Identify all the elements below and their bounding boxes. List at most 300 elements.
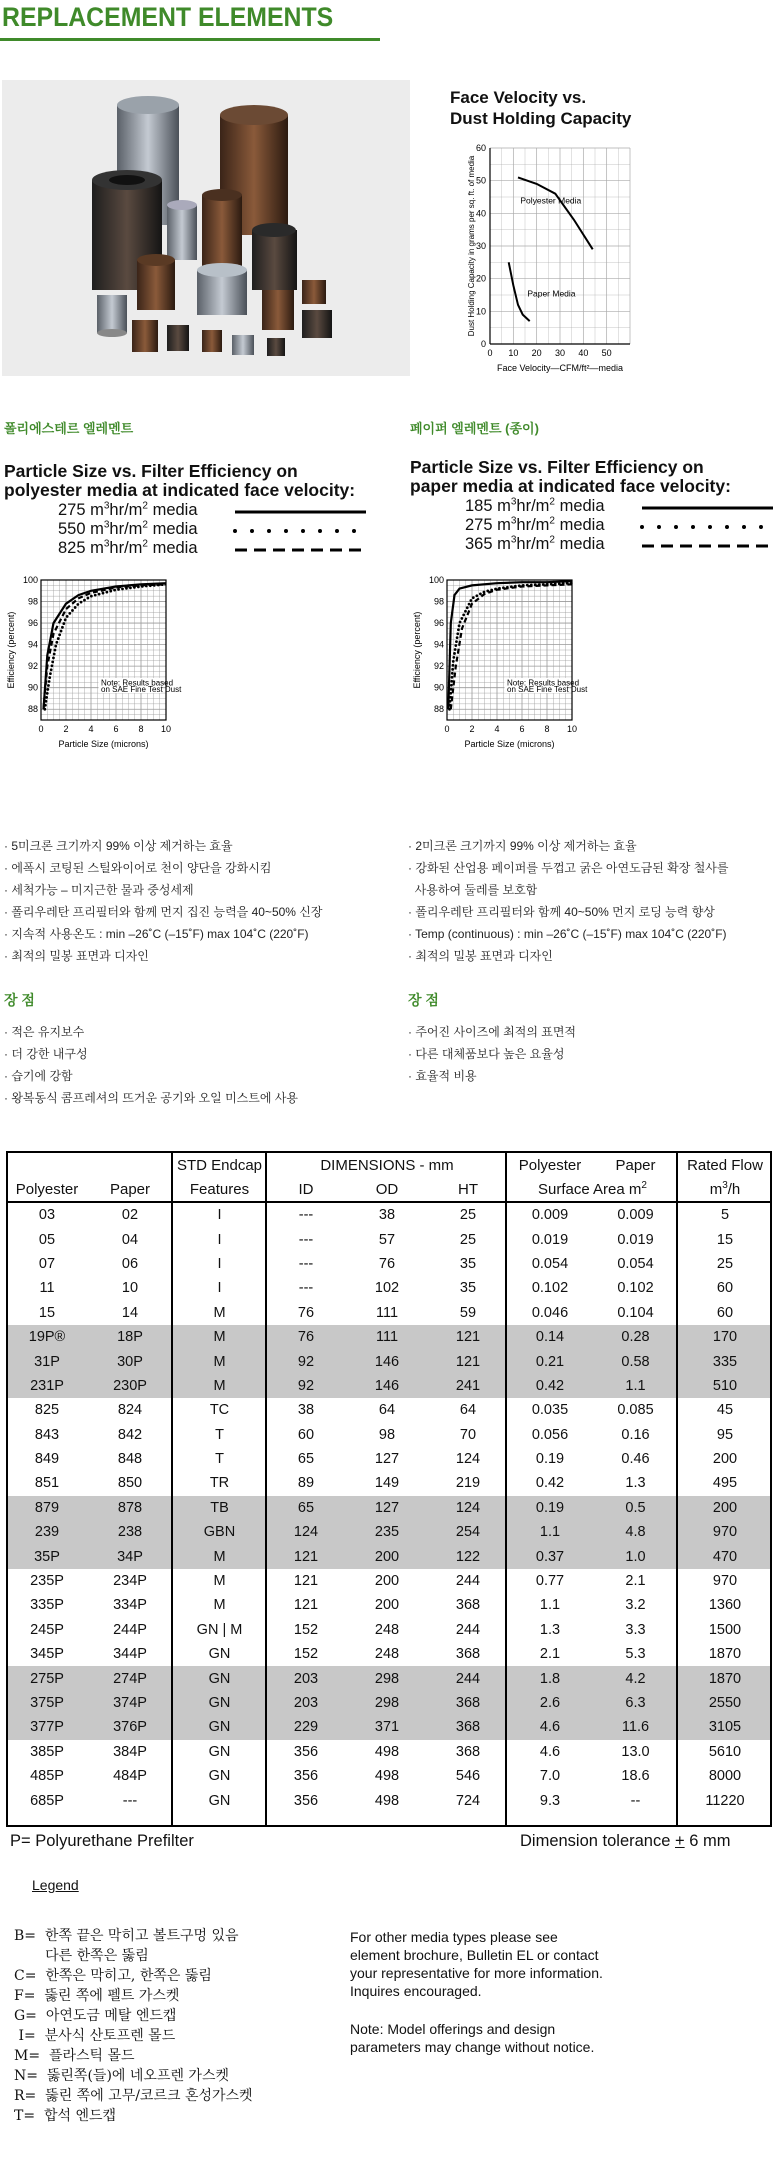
legend-label: 185 $m^3hr/m^2$ media	[465, 496, 605, 515]
rated-flow-cell: 470	[678, 1544, 772, 1568]
paper-area-cell: 3.3	[625, 1621, 646, 1638]
rated-flow-cell: 60	[716, 1280, 734, 1297]
face-velocity-chart	[448, 140, 688, 385]
dim-id-cell: ---	[298, 1255, 314, 1272]
dim-ht-cell: 59	[459, 1304, 477, 1321]
polyester-model-cell: 07	[38, 1255, 56, 1272]
th-empty	[6, 1153, 88, 1177]
table-divider	[265, 1151, 267, 1827]
polyester-model-cell: 851	[34, 1475, 60, 1492]
legend-item: C= 한쪽은 막히고, 한쪽은 뚫림	[14, 1968, 212, 1984]
endcap-features-cell: T	[215, 1426, 224, 1443]
dim-id-cell: 89	[297, 1475, 315, 1492]
paper-area-cell: 13.0	[621, 1743, 650, 1760]
paper-model-cell: 878	[88, 1496, 172, 1520]
endcap-features-cell: M	[172, 1374, 267, 1398]
paper-model-cell: 30P	[88, 1349, 172, 1373]
paper-area-cell: 0.009	[617, 1207, 654, 1224]
polyester-ps-title-2: polyester media at indicated face velocity:	[4, 480, 356, 500]
dim-ht-cell: 70	[459, 1426, 477, 1443]
endcap-features-cell: M	[172, 1325, 267, 1349]
paper-area-cell: 0.019	[617, 1231, 654, 1248]
table-divider	[505, 1151, 507, 1827]
legend-entry	[465, 535, 765, 554]
dim-od-cell: 200	[345, 1544, 429, 1568]
paper-model-cell: 234P	[113, 1573, 147, 1590]
dim-id-cell: 76	[297, 1304, 315, 1321]
paper-area-cell: 0.104	[617, 1304, 654, 1321]
endcap-features-cell: GN	[208, 1646, 231, 1663]
dim-ht-cell: 244	[455, 1621, 481, 1638]
table-row	[6, 1788, 772, 1812]
dim-id-cell: ---	[298, 1207, 314, 1224]
polyester-model-cell: 245P	[30, 1621, 64, 1638]
polyester-model-cell: 03	[38, 1207, 56, 1224]
th-dimensions: DIMENSIONS - mm	[320, 1156, 454, 1174]
legend-line-sample	[640, 540, 775, 552]
y-tick-label: 98	[433, 596, 444, 607]
x-tick-label: 0	[487, 348, 493, 358]
endcap-features-cell: M	[213, 1597, 226, 1614]
paper-area-cell: 3.2	[625, 1597, 646, 1614]
rated-flow-cell: 1870	[678, 1666, 772, 1690]
dim-od-cell: 76	[378, 1255, 396, 1272]
x-tick-label: 10	[508, 348, 519, 358]
x-tick-label: 6	[519, 724, 525, 734]
dim-id-cell: 152	[293, 1621, 319, 1638]
polyester-model-cell: 377P	[6, 1715, 88, 1739]
rated-flow-cell: 200	[678, 1496, 772, 1520]
table-row	[6, 1740, 772, 1764]
y-axis-label: Dust Holding Capacity in grams per sq. ft. of media	[467, 155, 476, 337]
dim-id-cell: 76	[267, 1325, 345, 1349]
legend-label: 275 $m^3hr/m^2$ media	[58, 500, 198, 519]
table-row	[6, 1423, 772, 1447]
table-border-right	[770, 1151, 772, 1827]
paper-ps-title-1: Particle Size vs. Filter Efficiency on	[410, 457, 704, 477]
dim-id-cell: 38	[297, 1402, 315, 1419]
th-features: Features	[189, 1180, 250, 1198]
y-axis-label: Efficiency (percent)	[6, 611, 16, 689]
dim-od-cell: 64	[378, 1402, 396, 1419]
dim-ht-cell: 124	[455, 1451, 481, 1468]
legend-label: 365 $m^3hr/m^2$ media	[465, 534, 605, 553]
paper-area-cell: 5.3	[625, 1646, 646, 1663]
y-tick-label: 98	[27, 596, 38, 607]
legend-item: N= 뚫린쪽(들)에 네오프렌 가스켓	[14, 2068, 229, 2084]
dim-id-cell: ---	[298, 1231, 314, 1248]
polyester-advantages	[4, 1021, 298, 1109]
table-row	[6, 1349, 772, 1373]
dim-ht-cell: 254	[429, 1520, 507, 1544]
polyester-ps-title-1: Particle Size vs. Filter Efficiency on	[4, 461, 298, 481]
paper-model-cell: 238	[88, 1520, 172, 1544]
legend-item: 다른 한쪽은 뚫림	[14, 1948, 149, 1964]
paper-model-cell: 850	[117, 1475, 143, 1492]
rated-flow-cell: 3105	[678, 1715, 772, 1739]
polyester-model-cell: 239	[6, 1520, 88, 1544]
polyester-area-cell: 4.6	[507, 1715, 593, 1739]
endcap-features-cell: M	[172, 1349, 267, 1373]
dim-od-cell: 498	[374, 1743, 400, 1760]
note-line: your representative for more information.	[350, 1965, 603, 1981]
paper-area-cell: 6.3	[593, 1691, 678, 1715]
polyester-advantage: · 왕복동식 콤프레셔의 뜨거운 공기와 오일 미스트에 사용	[4, 1091, 298, 1105]
table-row	[6, 1252, 772, 1276]
endcap-features-cell: TR	[209, 1475, 230, 1492]
dim-od-cell: 111	[375, 1304, 399, 1321]
rated-flow-cell: 1360	[708, 1597, 742, 1614]
polyester-bullet: · 최적의 밀봉 표면과 디자인	[4, 949, 149, 963]
dim-ht-cell: 121	[429, 1349, 507, 1373]
legend-entry	[58, 501, 358, 520]
endcap-features-cell: TB	[172, 1496, 267, 1520]
polyester-model-cell: 35P	[6, 1544, 88, 1568]
endcap-features-cell: M	[213, 1304, 226, 1321]
polyester-area-cell: 1.1	[507, 1520, 593, 1544]
title-underline	[0, 38, 380, 41]
polyester-area-cell: 2.1	[539, 1646, 561, 1663]
th-std-endcap: STD Endcap	[176, 1156, 263, 1174]
dim-ht-cell: 368	[429, 1715, 507, 1739]
paper-model-cell: 374P	[88, 1691, 172, 1715]
polyester-area-cell: 0.009	[531, 1207, 569, 1224]
chart-note: Note: Results based	[507, 678, 580, 688]
paper-bullet: · 폴리우레탄 프리필터와 함께 40~50% 먼지 로딩 능력 향상	[408, 905, 715, 919]
polyester-area-cell: 0.42	[507, 1374, 593, 1398]
paper-model-cell: 334P	[113, 1597, 147, 1614]
x-tick-label: 2	[63, 724, 69, 734]
table-row	[6, 1227, 772, 1251]
dim-id-cell: 65	[297, 1451, 315, 1468]
dim-ht-cell: 25	[459, 1207, 477, 1224]
legend-entry	[58, 520, 358, 539]
paper-area-cell: 0.054	[617, 1255, 654, 1272]
dim-od-cell: 235	[345, 1520, 429, 1544]
legend-item: G= 아연도금 메탈 엔드캡	[14, 2008, 177, 2024]
table-divider	[676, 1151, 678, 1827]
polyester-area-cell: 0.019	[531, 1231, 569, 1248]
legend-label: 550 $m^3hr/m^2$ media	[58, 519, 198, 538]
dim-ht-cell: 25	[459, 1231, 477, 1248]
x-tick-label: 30	[554, 348, 566, 358]
polyester-model-cell: 685P	[30, 1792, 64, 1809]
dim-id-cell: 92	[267, 1349, 345, 1373]
polyester-bullet: · 폴리우레탄 프리필터와 함께 먼지 집진 능력을 40~50% 신장	[4, 905, 323, 919]
table-row	[6, 1544, 772, 1568]
y-tick-label: 100	[22, 575, 38, 585]
table-row	[6, 1447, 772, 1471]
polyester-advantages-title: 장 점	[4, 992, 35, 1008]
y-tick-label: 10	[475, 306, 486, 317]
dim-od-cell: 146	[345, 1374, 429, 1398]
dim-ht-cell: 368	[455, 1597, 481, 1614]
legend-line-sample	[640, 521, 775, 533]
note-line: Note: Model offerings and design	[350, 2021, 556, 2037]
table-row	[6, 1325, 772, 1349]
th-id: ID	[298, 1180, 314, 1198]
dim-od-cell: 498	[374, 1768, 400, 1785]
paper-model-cell: 14	[121, 1304, 139, 1321]
rated-flow-cell: 11220	[705, 1792, 745, 1809]
paper-model-cell: 18P	[88, 1325, 172, 1349]
table-row	[6, 1398, 772, 1422]
endcap-features-cell: M	[213, 1573, 226, 1590]
polyester-model-cell: 11	[39, 1280, 55, 1297]
polyester-area-cell: 0.19	[507, 1496, 593, 1520]
dim-ht-cell: 368	[429, 1691, 507, 1715]
rated-flow-cell: 510	[678, 1374, 772, 1398]
table-row	[6, 1471, 772, 1495]
table-row	[6, 1202, 772, 1227]
table-row	[6, 1374, 772, 1398]
rated-flow-cell: 200	[712, 1451, 738, 1468]
table-row	[6, 1496, 772, 1520]
table-row	[6, 1301, 772, 1325]
paper-model-cell: 244P	[113, 1621, 147, 1638]
endcap-features-cell: M	[172, 1544, 267, 1568]
y-tick-label: 94	[27, 639, 38, 650]
y-tick-label: 92	[433, 661, 444, 672]
polyester-area-cell: 2.6	[507, 1691, 593, 1715]
rated-flow-cell: 60	[716, 1304, 734, 1321]
endcap-features-cell: GN	[208, 1743, 231, 1760]
dim-ht-cell: 241	[429, 1374, 507, 1398]
polyester-area-cell: 0.046	[531, 1304, 569, 1321]
legend-label: 275 $m^3hr/m^2$ media	[465, 515, 605, 534]
y-tick-label: 20	[475, 273, 486, 284]
polyester-kr-title: 폴리에스테르 엘레멘트	[4, 421, 134, 436]
dim-od-cell: 98	[378, 1426, 396, 1443]
x-axis-label: Particle Size (microns)	[58, 739, 149, 749]
dim-ht-cell: 368	[455, 1743, 481, 1760]
th-od: OD	[375, 1180, 399, 1198]
endcap-features-cell: GN | M	[196, 1621, 243, 1638]
chart-note: Note: Results based	[101, 678, 174, 688]
dim-ht-cell: 219	[455, 1475, 481, 1492]
y-tick-label: 96	[27, 618, 38, 629]
polyester-advantage: · 더 강한 내구성	[4, 1047, 88, 1061]
rated-flow-cell: 95	[716, 1426, 734, 1443]
table-divider	[171, 1151, 173, 1827]
y-tick-label: 96	[433, 618, 444, 629]
paper-advantages	[408, 1021, 576, 1087]
page-title: REPLACEMENT ELEMENTS	[2, 2, 334, 32]
paper-area-cell: 2.1	[625, 1573, 646, 1590]
endcap-features-cell: I	[217, 1207, 222, 1224]
polyester-model-cell: 31P	[6, 1349, 88, 1373]
endcap-features-cell: GN	[172, 1691, 267, 1715]
note-line: element brochure, Bulletin EL or contact	[350, 1947, 599, 1963]
legend-entry	[58, 539, 358, 558]
polyester-area-cell: 1.3	[539, 1621, 561, 1638]
paper-advantage: · 다른 대체품보다 높은 요율성	[408, 1047, 565, 1061]
dim-id-cell: 121	[293, 1597, 319, 1614]
x-tick-label: 8	[544, 724, 550, 734]
th-paper-top: Paper	[615, 1156, 656, 1174]
th-polyester-top: Polyester	[518, 1156, 582, 1174]
rated-flow-cell: 1870	[708, 1646, 742, 1663]
x-tick-label: 20	[531, 348, 542, 358]
rated-flow-cell: 2550	[678, 1691, 772, 1715]
paper-kr-title: 페이퍼 엘레멘트 (종이)	[410, 421, 539, 436]
paper-bullet: · 최적의 밀봉 표면과 디자인	[408, 949, 553, 963]
spec-table	[6, 1153, 772, 1813]
polyester-model-cell: 375P	[6, 1691, 88, 1715]
series-label: Paper Media	[527, 288, 576, 299]
legend-entry	[465, 497, 765, 516]
polyester-model-cell: 385P	[30, 1743, 64, 1760]
endcap-features-cell: GBN	[172, 1520, 267, 1544]
dim-ht-cell: 35	[459, 1280, 477, 1297]
paper-area-cell: 0.58	[593, 1349, 678, 1373]
legend-item: I= 분사식 산토프렌 몰드	[14, 2028, 176, 2044]
paper-ps-title-2: paper media at indicated face velocity:	[410, 476, 731, 496]
y-tick-label: 90	[433, 682, 444, 693]
x-tick-label: 10	[160, 724, 172, 734]
polyester-bullets	[4, 835, 322, 967]
dim-ht-cell: 244	[429, 1666, 507, 1690]
endcap-features-cell: I	[217, 1255, 222, 1272]
rated-flow-cell: 25	[716, 1255, 734, 1272]
polyester-area-cell: 0.056	[531, 1426, 569, 1443]
dim-od-cell: 149	[374, 1475, 400, 1492]
dim-id-cell: 124	[267, 1520, 345, 1544]
endcap-features-cell: T	[215, 1451, 224, 1468]
polyester-model-cell: 15	[38, 1304, 56, 1321]
polyester-model-cell: 843	[34, 1426, 60, 1443]
table-row	[6, 1569, 772, 1593]
paper-area-cell: 0.46	[621, 1451, 650, 1468]
paper-model-cell: 344P	[113, 1646, 147, 1663]
x-tick-label: 6	[113, 724, 119, 734]
rated-flow-cell: 1500	[708, 1621, 742, 1638]
polyester-advantage: · 적은 유지보수	[4, 1025, 85, 1039]
paper-model-cell: 04	[121, 1231, 139, 1248]
polyester-model-cell: 335P	[30, 1597, 64, 1614]
paper-area-cell: 4.2	[593, 1666, 678, 1690]
dim-od-cell: 38	[378, 1207, 396, 1224]
y-tick-label: 60	[475, 143, 486, 153]
endcap-features-cell: GN	[172, 1666, 267, 1690]
paper-advantages-title: 장 점	[408, 992, 439, 1008]
table-row	[6, 1715, 772, 1739]
paper-area-cell: 0.16	[621, 1426, 650, 1443]
dim-ht-cell: 124	[429, 1496, 507, 1520]
polyester-model-cell: 235P	[30, 1573, 64, 1590]
polyester-model-cell: 05	[38, 1231, 56, 1248]
table-row	[6, 1666, 772, 1690]
x-tick-label: 40	[578, 348, 589, 358]
paper-area-cell: 0.085	[617, 1402, 654, 1419]
paper-area-cell: 1.3	[625, 1475, 646, 1492]
paper-bullet: · 2미크론 크기까지 99% 이상 제거하는 효율	[408, 839, 637, 853]
dim-ht-cell: 64	[459, 1402, 477, 1419]
note-line: Inquires encouraged.	[350, 1983, 482, 1999]
legend-item: T= 합석 엔드캡	[14, 2108, 117, 2124]
design-change-note	[350, 2020, 594, 2056]
rated-flow-cell: 15	[716, 1231, 734, 1248]
paper-area-cell: --	[630, 1792, 641, 1809]
polyester-model-cell: 485P	[30, 1768, 64, 1785]
table-row	[6, 1276, 772, 1300]
polyester-area-cell: 1.1	[539, 1597, 561, 1614]
th-empty	[88, 1153, 172, 1177]
dim-ht-cell: 122	[429, 1544, 507, 1568]
table-border-left	[6, 1151, 8, 1827]
paper-advantage: · 효율적 비용	[408, 1069, 477, 1083]
dim-od-cell: 127	[345, 1496, 429, 1520]
endcap-features-cell: GN	[208, 1792, 231, 1809]
paper-model-cell: 842	[117, 1426, 143, 1443]
polyester-model-cell: 345P	[30, 1646, 64, 1663]
dim-od-cell: 248	[374, 1621, 400, 1638]
y-tick-label: 0	[480, 339, 486, 349]
legend-item: F= 뚫린 쪽에 펠트 가스켓	[14, 1988, 180, 2004]
rated-flow-cell: 8000	[708, 1768, 742, 1785]
series-label: Polyester Media	[520, 195, 582, 206]
dim-ht-cell: 121	[429, 1325, 507, 1349]
dim-od-cell: 248	[374, 1646, 400, 1663]
dim-id-cell: 356	[293, 1768, 319, 1785]
polyester-area-cell: 4.6	[539, 1743, 561, 1760]
polyester-bullet: · 5미크론 크기까지 99% 이상 제거하는 효율	[4, 839, 233, 853]
x-axis-label: Particle Size (microns)	[464, 739, 555, 749]
polyester-area-cell: 0.054	[531, 1255, 569, 1272]
legend-line-sample	[233, 506, 368, 518]
dim-od-cell: 127	[374, 1451, 400, 1468]
polyester-bullet: · 에폭시 코팅된 스틸와이어로 천이 양단을 강화시킴	[4, 861, 272, 875]
x-tick-label: 4	[88, 724, 94, 734]
dim-od-cell: 57	[378, 1231, 396, 1248]
paper-area-cell: 0.5	[593, 1496, 678, 1520]
dim-od-cell: 102	[374, 1280, 400, 1297]
polyester-area-cell: 0.37	[507, 1544, 593, 1568]
dim-id-cell: 229	[267, 1715, 345, 1739]
y-tick-label: 50	[475, 175, 486, 186]
legend-list	[14, 1926, 253, 2126]
dim-id-cell: 121	[293, 1573, 319, 1590]
y-tick-label: 100	[428, 575, 444, 585]
dim-id-cell: 356	[293, 1792, 319, 1809]
paper-model-cell: ---	[122, 1792, 138, 1809]
paper-area-cell: 18.6	[621, 1768, 650, 1785]
polyester-bullet: · 지속적 사용온도 : min –26˚C (–15˚F) max 104˚C (220˚F)	[4, 927, 309, 941]
endcap-features-cell: GN	[172, 1715, 267, 1739]
dim-od-cell: 146	[345, 1349, 429, 1373]
dim-id-cell: ---	[298, 1280, 314, 1297]
rated-flow-cell: 335	[678, 1349, 772, 1373]
th-surface-area: Surface Area $m^2$	[538, 1180, 647, 1198]
paper-area-cell: 11.6	[593, 1715, 678, 1739]
rated-flow-cell: 970	[678, 1520, 772, 1544]
dim-id-cell: 203	[267, 1666, 345, 1690]
endcap-features-cell: I	[217, 1280, 222, 1297]
dim-ht-cell: 546	[455, 1768, 481, 1785]
rated-flow-cell: 970	[712, 1573, 738, 1590]
face-velocity-title-line2: Dust Holding Capacity	[450, 109, 632, 128]
x-tick-label: 4	[494, 724, 500, 734]
legend-line-sample	[640, 502, 775, 514]
rated-flow-cell: 5	[720, 1207, 730, 1224]
polyester-bullet: · 세척가능 – 미지근한 물과 중성세제	[4, 883, 194, 897]
paper-area-cell: 0.28	[593, 1325, 678, 1349]
polyester-area-cell: 0.77	[535, 1573, 565, 1590]
y-tick-label: 88	[433, 704, 444, 715]
paper-model-cell: 384P	[113, 1743, 147, 1760]
th-polyester: Polyester	[15, 1180, 79, 1198]
dim-od-cell: 200	[374, 1597, 400, 1614]
